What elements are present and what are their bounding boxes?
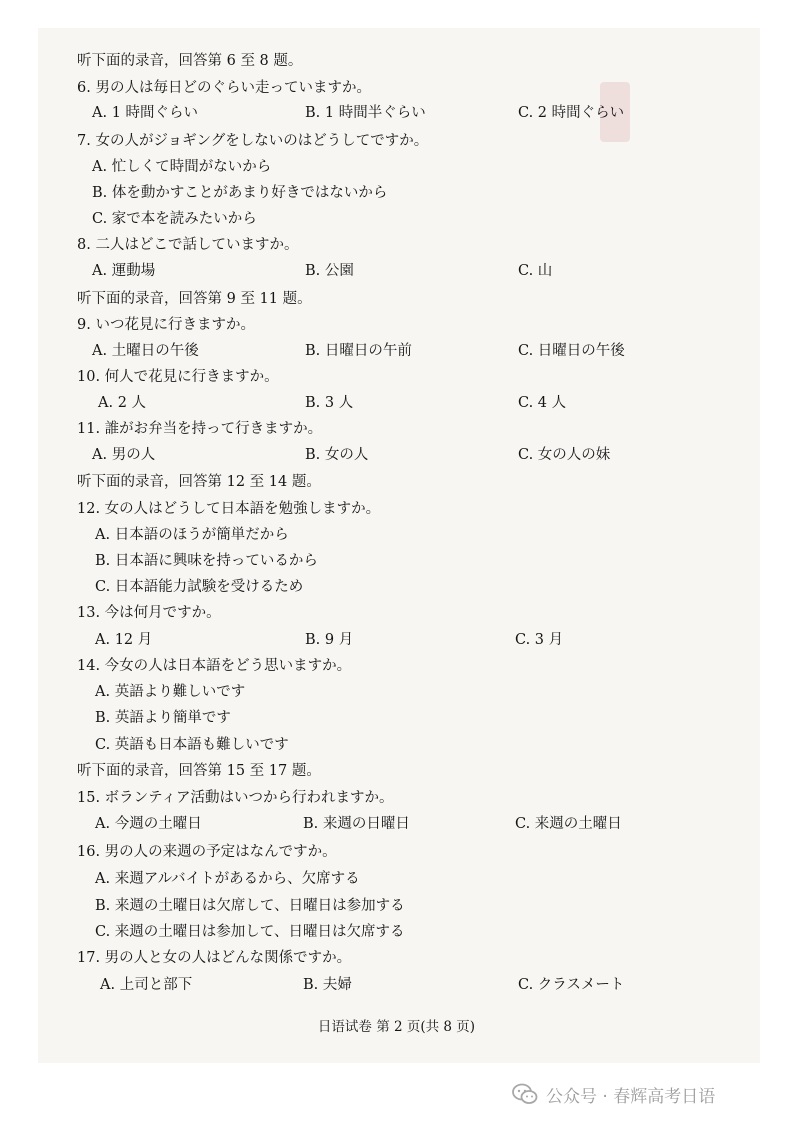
question-13-option-a: A. 12 月 bbox=[95, 632, 153, 648]
section-heading: 听下面的录音，回答第 12 至 14 题。 bbox=[77, 474, 321, 490]
question-13-option-c: C. 3 月 bbox=[515, 632, 564, 648]
question-12-option-c: C. 日本語能力試験を受けるため bbox=[95, 579, 304, 595]
page-footer: 日语试卷 第 2 页(共 8 页) bbox=[317, 1019, 476, 1035]
question-9-option-c: C. 日曜日の午後 bbox=[518, 343, 625, 359]
watermark-text: 公众号 · 春辉高考日语 bbox=[546, 1086, 716, 1107]
question-16-option-b: B. 来週の土曜日は欠席して、日曜日は参加する bbox=[95, 898, 405, 914]
question-15-option-c: C. 来週の土曜日 bbox=[515, 816, 622, 832]
question-8: 8. 二人はどこで話していますか。 bbox=[77, 237, 299, 253]
question-12-option-a: A. 日本語のほうが簡単だから bbox=[95, 527, 289, 543]
question-7-option-c: C. 家で本を読みたいから bbox=[92, 211, 257, 227]
question-10-option-c: C. 4 人 bbox=[518, 395, 567, 411]
question-9-option-a: A. 土曜日の午後 bbox=[92, 343, 199, 359]
question-15: 15. ボランティア活動はいつから行われますか。 bbox=[77, 790, 394, 806]
question-12-option-b: B. 日本語に興味を持っているから bbox=[95, 553, 318, 569]
section-heading: 听下面的录音，回答第 6 至 8 题。 bbox=[77, 53, 303, 69]
question-11-option-c: C. 女の人の妹 bbox=[518, 447, 611, 463]
question-17-option-b: B. 夫婦 bbox=[303, 977, 352, 993]
question-17: 17. 男の人と女の人はどんな関係ですか。 bbox=[77, 950, 352, 966]
question-9: 9. いつ花見に行きますか。 bbox=[77, 317, 255, 333]
question-11-option-b: B. 女の人 bbox=[305, 447, 369, 463]
question-10-option-a: A. 2 人 bbox=[98, 395, 147, 411]
account-watermark bbox=[512, 1080, 715, 1108]
question-14-option-b: B. 英語より簡単です bbox=[95, 710, 231, 726]
question-8-option-a: A. 運動場 bbox=[92, 263, 156, 279]
question-13: 13. 今は何月ですか。 bbox=[77, 605, 221, 621]
section-heading: 听下面的录音，回答第 15 至 17 题。 bbox=[77, 763, 321, 779]
question-14-option-a: A. 英語より難しいです bbox=[95, 684, 246, 700]
question-14: 14. 今女の人は日本語をどう思いますか。 bbox=[77, 658, 352, 674]
section-heading: 听下面的录音，回答第 9 至 11 题。 bbox=[77, 291, 312, 307]
question-16: 16. 男の人の来週の予定はなんですか。 bbox=[77, 844, 337, 860]
question-6-option-b: B. 1 時間半ぐらい bbox=[305, 105, 426, 121]
question-12: 12. 女の人はどうして日本語を勉強しますか。 bbox=[77, 501, 381, 517]
question-10: 10. 何人で花見に行きますか。 bbox=[77, 369, 279, 385]
question-9-option-b: B. 日曜日の午前 bbox=[305, 343, 412, 359]
question-17-option-a: A. 上司と部下 bbox=[100, 977, 193, 993]
question-16-option-c: C. 来週の土曜日は参加して、日曜日は欠席する bbox=[95, 924, 405, 940]
question-16-option-a: A. 来週アルバイトがあるから、欠席する bbox=[95, 871, 360, 887]
question-15-option-b: B. 来週の日曜日 bbox=[303, 816, 410, 832]
question-11: 11. 誰がお弁当を持って行きますか。 bbox=[77, 421, 323, 437]
question-8-option-c: C. 山 bbox=[518, 263, 553, 279]
question-7: 7. 女の人がジョギングをしないのはどうしてですか。 bbox=[77, 133, 429, 149]
question-14-option-c: C. 英語も日本語も難しいです bbox=[95, 737, 289, 753]
question-17-option-c: C. クラスメート bbox=[518, 977, 625, 993]
question-6-option-c: C. 2 時間ぐらい bbox=[518, 105, 625, 121]
question-10-option-b: B. 3 人 bbox=[305, 395, 354, 411]
question-8-option-b: B. 公園 bbox=[305, 263, 354, 279]
question-11-option-a: A. 男の人 bbox=[92, 447, 156, 463]
question-6: 6. 男の人は毎日どのぐらい走っていますか。 bbox=[77, 80, 371, 96]
question-7-option-b: B. 体を動かすことがあまり好きではないから bbox=[92, 185, 388, 201]
question-7-option-a: A. 忙しくて時間がないから bbox=[92, 159, 272, 175]
question-6-option-a: A. 1 時間ぐらい bbox=[92, 105, 199, 121]
question-15-option-a: A. 今週の土曜日 bbox=[95, 816, 202, 832]
question-13-option-b: B. 9 月 bbox=[305, 632, 354, 648]
wechat-icon bbox=[512, 1083, 538, 1105]
